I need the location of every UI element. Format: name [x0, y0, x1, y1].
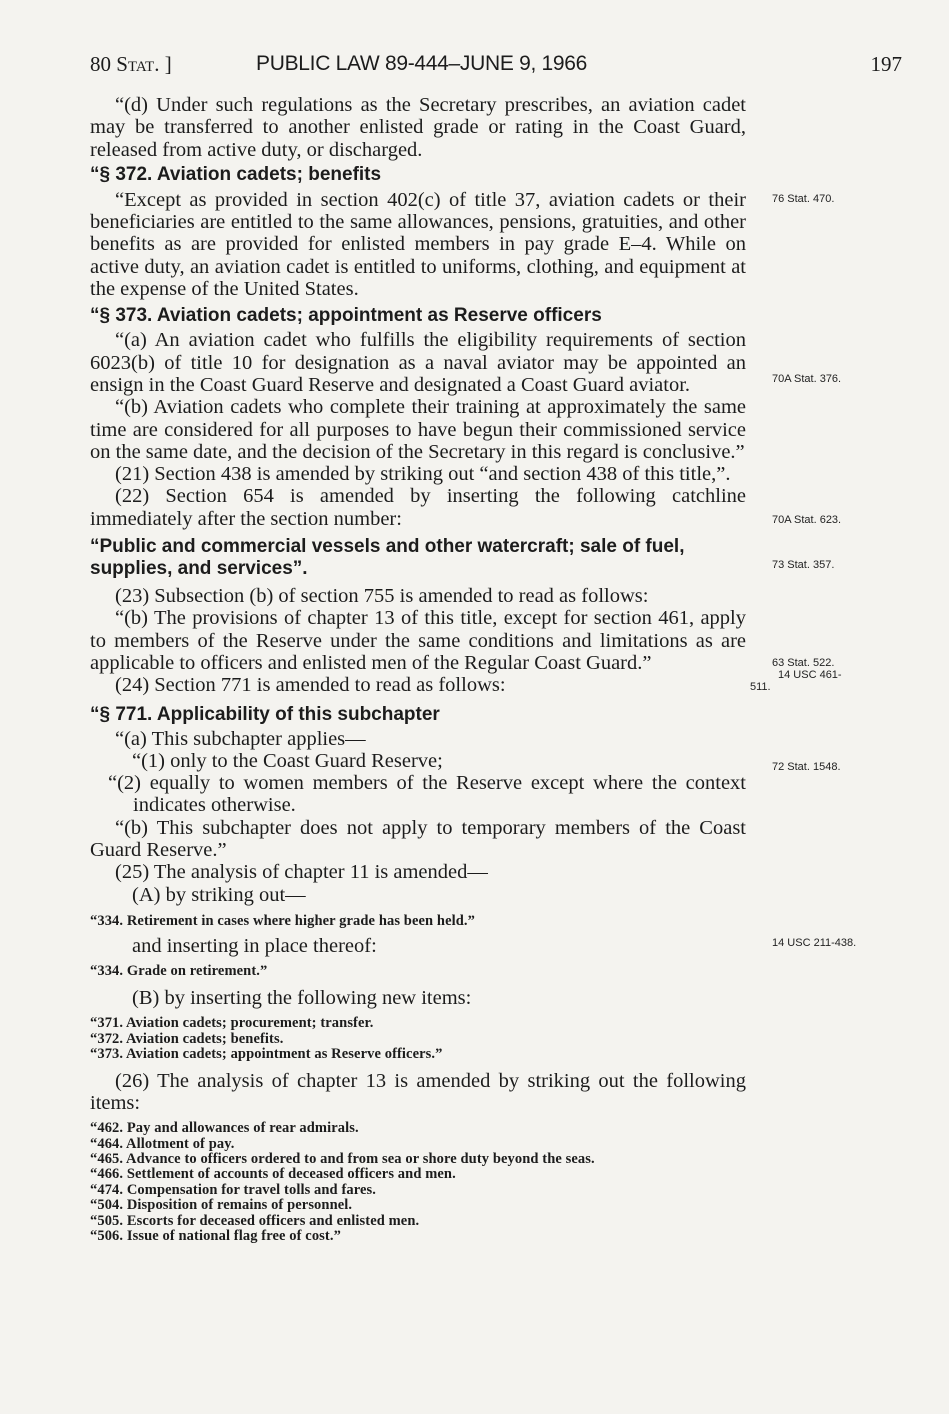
paragraph-22: (22) Section 654 is amended by inserting the following catchline immediately after the section number: — [90, 485, 746, 530]
list-item: “504. Disposition of remains of personnel. — [90, 1197, 353, 1214]
list-item: “373. Aviation cadets; appointment as Reserve officers.” — [90, 1046, 443, 1063]
list-item: “462. Pay and allowances of rear admirals. — [90, 1120, 359, 1137]
paragraph-373b: “(b) Aviation cadets who complete their training at approximately the same time are considered for all purposes to have begun their commissioned service on the same date, and the decision of the Secretary in this regard is conclusive.” — [90, 396, 746, 463]
paragraph-25b: (B) by inserting the following new items: — [132, 987, 472, 1010]
page-header — [90, 52, 902, 82]
section-heading-373: “§ 373. Aviation cadets; appointment as Reserve officers — [90, 305, 602, 327]
list-item: “506. Issue of national flag free of cost.” — [90, 1227, 341, 1244]
volume-citation: 80 Stat. ] — [90, 52, 172, 76]
paragraph-insert: and inserting in place thereof: — [132, 935, 377, 958]
margin-citation: 73 Stat. 357. — [772, 559, 835, 571]
list-item: “505. Escorts for deceased officers and enlisted men. — [90, 1212, 420, 1229]
margin-citation: 70A Stat. 623. — [772, 514, 842, 526]
paragraph-373a: “(a) An aviation cadet who fulfills the eligibility requirements of section 6023(b) of title 10 for designation as a naval aviator may be appointed an ensign in the Coast Guard Reserve and designated a Coast Guard aviator. — [90, 329, 746, 396]
paragraph-771b: “(b) This subchapter does not apply to temporary members of the Coast Guard Reserve.” — [90, 816, 746, 862]
item-334-old: “334. Retirement in cases where higher grade has been held.” — [90, 912, 475, 929]
item-334-new: “334. Grade on retirement.” — [90, 962, 268, 979]
struck-items-list — [90, 1121, 746, 1244]
paragraph-372: “Except as provided in section 402(c) of title 37, aviation cadets or their beneficiaries are entitled to the same allowances, pensions, gratuities, and other benefits as are provided for enlisted members in pay grade E–4. While on active duty, an aviation cadet is entitled to uniforms, clothing, and equipment at the expense of the United States. — [90, 188, 746, 301]
page-number: 197 — [870, 52, 902, 76]
paragraph-23b: “(b) The provisions of chapter 13 of this title, except for section 461, apply to members of the Reserve under the same conditions and limitations as are applicable to officers and enlisted men of the Regular Coast Guard.” — [90, 607, 746, 674]
list-item: “371. Aviation cadets; procurement; transfer. — [90, 1015, 374, 1032]
paragraph-21: (21) Section 438 is amended by striking out “and section 438 of this title,”. — [115, 463, 731, 486]
paragraph-23: (23) Subsection (b) of section 755 is amended to read as follows: — [115, 585, 649, 608]
paragraph-771a: “(a) This subchapter applies— — [115, 727, 366, 750]
margin-citation: 72 Stat. 1548. — [772, 761, 841, 773]
margin-citation: 76 Stat. 470. — [772, 193, 835, 205]
list-item: “372. Aviation cadets; benefits. — [90, 1030, 284, 1047]
section-heading-771: “§ 771. Applicability of this subchapter — [90, 703, 440, 725]
margin-citation: 70A Stat. 376. — [772, 373, 842, 385]
paragraph-25: (25) The analysis of chapter 11 is amended— — [115, 861, 488, 884]
section-heading-372: “§ 372. Aviation cadets; benefits — [90, 163, 382, 185]
margin-citation: 14 USC 211-438. — [772, 937, 857, 949]
paragraph-372d: “(d) Under such regulations as the Secretary prescribes, an aviation cadet may be transferred to another enlisted grade or rating in the Coast Guard, released from active duty, or discharged. — [90, 94, 746, 161]
margin-citation: 14 USC 461- — [778, 669, 842, 681]
new-items-list — [90, 1016, 746, 1062]
paragraph-771a1: “(1) only to the Coast Guard Reserve; — [132, 749, 443, 772]
list-item: “474. Compensation for travel tolls and fares. — [90, 1181, 376, 1198]
paragraph-771a2: “(2) equally to women members of the Reserve except where the context indicates otherwise. — [108, 772, 746, 817]
paragraph-25a: (A) by striking out— — [132, 883, 306, 906]
margin-citation: 63 Stat. 522. — [772, 657, 835, 669]
paragraph-26: (26) The analysis of chapter 13 is amended by striking out the following items: — [90, 1069, 746, 1114]
page-running-title: PUBLIC LAW 89-444–JUNE 9, 1966 — [256, 52, 588, 75]
paragraph-24: (24) Section 771 is amended to read as follows: — [115, 674, 506, 697]
catchline-heading: “Public and commercial vessels and other watercraft; sale of fuel, supplies, and services”. — [90, 536, 685, 580]
list-item: “465. Advance to officers ordered to and from sea or shore duty beyond the seas. — [90, 1150, 595, 1167]
margin-citation: 511. — [750, 681, 771, 693]
list-item: “464. Allotment of pay. — [90, 1135, 235, 1152]
main-text-column — [90, 94, 746, 1244]
list-item: “466. Settlement of accounts of deceased officers and men. — [90, 1166, 456, 1183]
